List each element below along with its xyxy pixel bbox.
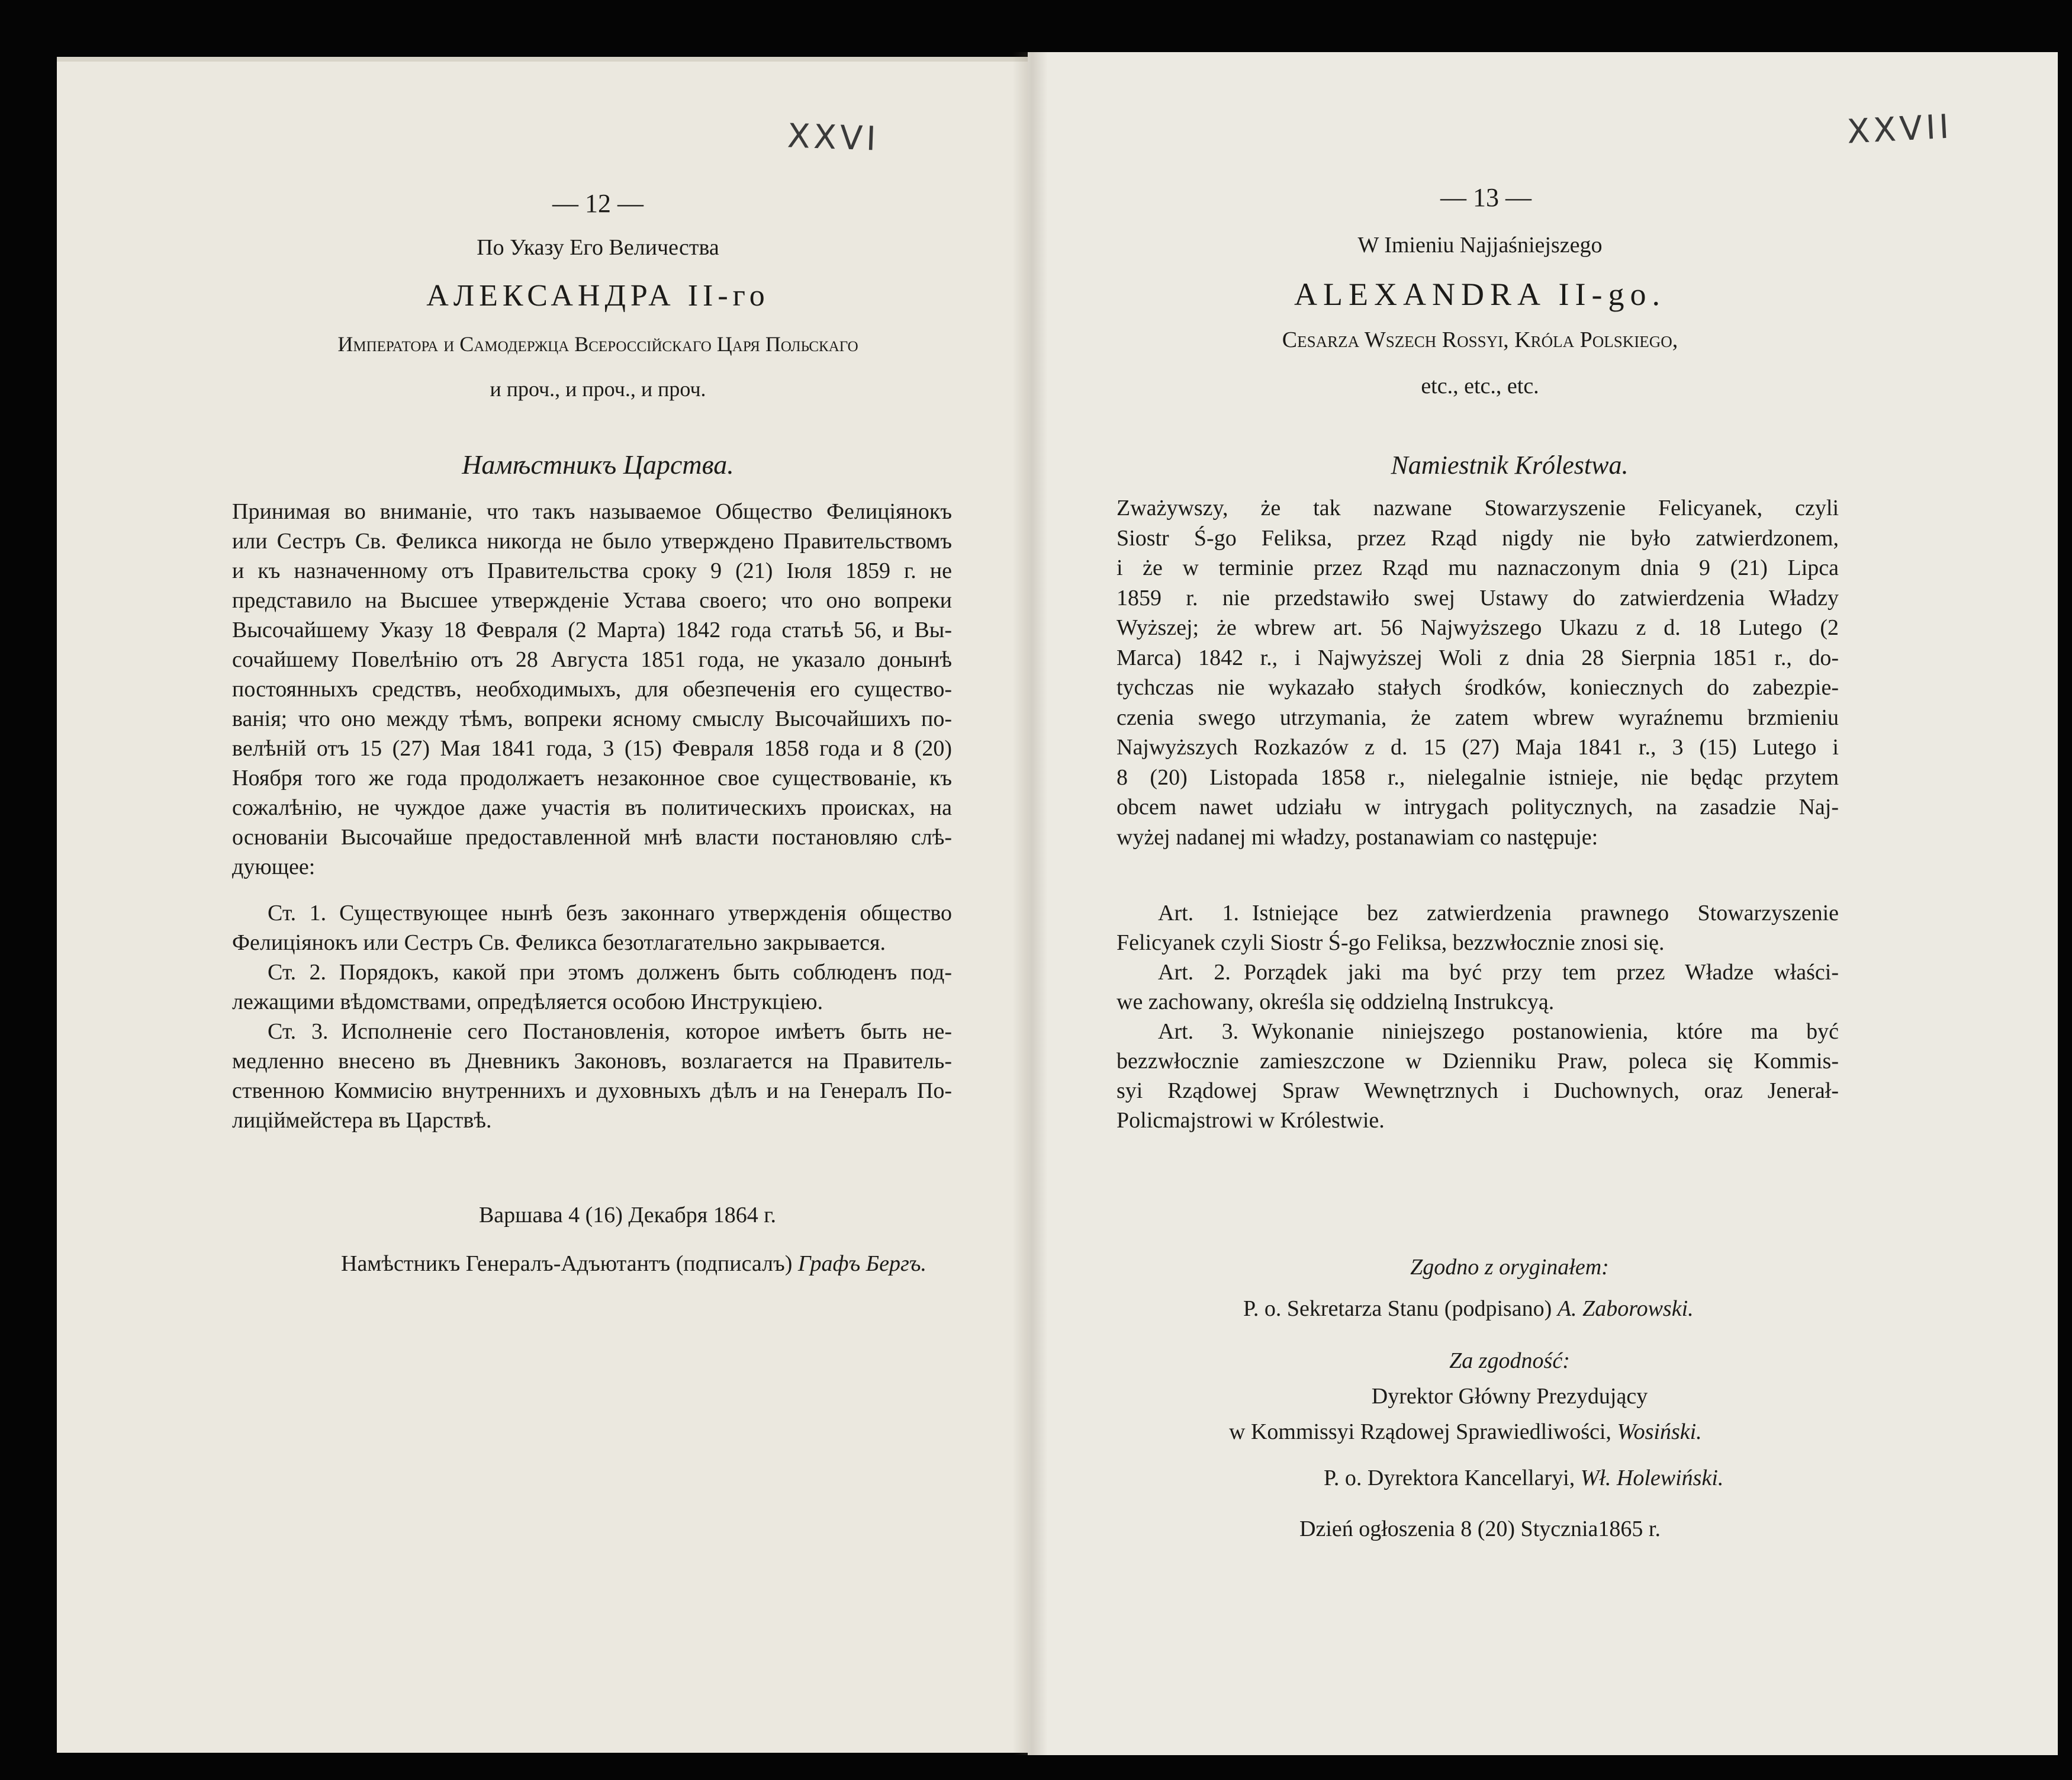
left-article-line: медленно внесено въ Дневникъ Законовъ, возлагается на Правитель-: [232, 1049, 952, 1074]
left-article-label: Ст. 2.: [268, 960, 327, 985]
left-signature-name: Графъ Бергъ.: [797, 1251, 926, 1276]
left-body-line: представило на Высшее утвержденіе Устава своего; что оно вопреки: [232, 588, 952, 613]
left-body-line: сочайшему Повелѣнію отъ 28 Августа 1851 года, не указало донынѣ: [232, 647, 952, 672]
left-body-line: Принимая во вниманіе, что такъ называемое Общество Фелиціянокъ: [232, 499, 952, 524]
left-body-line: постоянныхъ средствъ, необходимыхъ, для обезпеченія его существо-: [232, 677, 952, 702]
left-article-text: Существующее нынѣ безъ законнаго утвержденія общество: [339, 901, 952, 926]
right-secretary-name: A. Zaborowski.: [1557, 1296, 1694, 1321]
right-article-label: Art. 2.: [1158, 960, 1231, 985]
right-body-line: Zważywszy, że tak nazwane Stowarzyszenie Felicyanek, czyli: [1117, 496, 1839, 520]
left-body-line: велѣній отъ 15 (27) Мая 1841 года, 3 (15) Февраля 1858 года и 8 (20): [232, 736, 952, 761]
left-article-text: Исполненіе сего Постановленія, которое имѣетъ быть не-: [341, 1019, 952, 1044]
left-body-line: ванія; что оно между тѣмъ, вопреки ясному смыслу Высочайшихъ по-: [232, 706, 952, 731]
right-header-line-4: etc., etc., etc.: [1421, 374, 1539, 399]
right-director-name: Wosiński.: [1617, 1419, 1702, 1444]
right-director-2: w Kommissyi Rządowej Sprawiedliwości,: [1229, 1419, 1611, 1444]
right-director-2-line: [1229, 1419, 1702, 1445]
right-article-label: Art. 3.: [1158, 1019, 1239, 1044]
right-article-label: Art. 1.: [1158, 901, 1240, 926]
left-article-text: Порядокъ, какой при этомъ долженъ быть соблюденъ под-: [339, 960, 953, 985]
left-article-line: ственною Коммисію внутреннихъ и духовныхъ дѣлъ и на Генералъ По-: [232, 1078, 952, 1103]
right-header-line-3: Cesarza Wszech Rossyi, Króla Polskiego,: [1282, 327, 1678, 352]
right-header-ruler-name: ALEXANDRA II-go.: [1294, 277, 1666, 312]
right-article-text: Wykonanie niniejszego postanowienia, które ma być: [1251, 1019, 1839, 1044]
left-article-line: [268, 1018, 952, 1045]
left-header-line-1: По Указу Его Величества: [477, 235, 719, 260]
left-subtitle: Намѣстникъ Царства.: [462, 449, 734, 480]
right-article-line: Felicyanek czyli Siostr Ś-go Feliksa, bezzwłocznie znosi się.: [1117, 930, 1665, 955]
left-body-line: дующее:: [232, 854, 316, 879]
left-body-line: основаніи Высочайше предоставленной мнѣ власти постановляю слѣ-: [232, 825, 952, 850]
right-chancellery-name: Wł. Holewiński.: [1580, 1466, 1724, 1490]
right-publication-date: Dzień ogłoszenia 8 (20) Stycznia1865 r.: [1299, 1516, 1661, 1541]
left-article-line: [268, 959, 952, 985]
right-body-line: 1859 r. nie przedstawiło swej Ustawy do zatwierdzenia Władzy: [1117, 585, 1839, 611]
left-header-ruler-name: АЛЕКСАНДРА II-го: [426, 279, 770, 313]
left-header-line-3: Императора и Самодержца Всероссійскаго Царя Польскаго: [337, 332, 858, 356]
right-article-text: Porządek jaki ma być przy tem przez Władze właści-: [1243, 960, 1839, 985]
page-top-edge: [57, 57, 1028, 62]
left-header-line-4: и проч., и проч., и проч.: [490, 377, 706, 401]
right-body-line: Marca) 1842 r., i Najwyższej Woli z dnia 28 Sierpnia 1851 r., do-: [1117, 645, 1839, 670]
right-conformity-2: Za zgodność:: [1449, 1348, 1570, 1373]
left-article-label: Ст. 1.: [268, 901, 327, 926]
right-subtitle: Namiestnik Królestwa.: [1391, 451, 1629, 480]
left-body-line: Ноября того же года продолжаетъ незаконное свое существованіе, къ: [232, 766, 952, 791]
book-gutter: [1012, 52, 1048, 1755]
right-article-text: Istniejące bez zatwierdzenia prawnego Stowarzyszenie: [1252, 901, 1839, 926]
left-body-line: сожалѣнію, не чуждое даже участія въ политическихъ происках, на: [232, 795, 952, 820]
left-body-line: Высочайшему Указу 18 Февраля (2 Марта) 1842 года статьѣ 56, и Вы-: [232, 618, 952, 642]
right-body-line: czenia swego utrzymania, że zatem wbrew wyraźnemu brzmieniu: [1117, 705, 1839, 730]
left-article-line: Фелиціянокъ или Сестръ Св. Феликса безотлагательно закрывается.: [232, 930, 886, 955]
left-body-line: или Сестръ Св. Феликса никогда не было утверждено Правительствомъ: [232, 529, 952, 554]
right-body-line: Wyższej; że wbrew art. 56 Najwyższego Ukazu z d. 18 Lutego (2: [1117, 615, 1839, 640]
right-article-line: Policmajstrowi w Królestwie.: [1117, 1108, 1385, 1133]
left-signature-text: Намѣстникъ Генералъ-Адъютантъ (подписалъ): [341, 1251, 793, 1276]
right-chancellery-line: [1324, 1465, 1723, 1491]
right-body-line: 8 (20) Listopada 1858 r., nielegalnie istnieje, nie będąc przytem: [1117, 764, 1839, 790]
left-article-line: лежащими вѣдомствами, опредѣляется особою Инструкціею.: [232, 989, 823, 1014]
left-place-date: Варшава 4 (16) Декабря 1864 г.: [478, 1203, 777, 1228]
right-article-line: syi Rządowej Spraw Wewnętrznych i Duchownych, oraz Jenerał-: [1117, 1078, 1839, 1103]
right-article-line: [1158, 1018, 1839, 1045]
right-body-line: wyżej nadanej mi władzy, postanawiam co następuje:: [1117, 824, 1598, 850]
left-article-line: [268, 900, 952, 926]
right-body-line: obcem nawet udziału w intrygach politycznych, na zasadzie Naj-: [1117, 795, 1839, 820]
right-header-line-1: W Imieniu Najjaśniejszego: [1357, 233, 1603, 258]
right-chancellery: P. o. Dyrektora Kancellaryi,: [1324, 1466, 1575, 1490]
right-secretary-line: [1243, 1296, 1694, 1322]
left-manuscript-number: XXVI: [786, 117, 880, 159]
right-conformity-1: Zgodno z oryginałem:: [1410, 1255, 1609, 1280]
right-body-line: Siostr Ś-go Feliksa, przez Rząd nigdy nie było zatwierdzonem,: [1117, 525, 1839, 551]
left-page-number: — 12 —: [552, 189, 644, 218]
left-body-line: и къ назначенному отъ Правительства сроку 9 (21) Іюля 1859 г. не: [232, 558, 952, 583]
right-page-number: — 13 —: [1440, 183, 1532, 212]
left-article-label: Ст. 3.: [268, 1019, 329, 1044]
right-article-line: [1158, 900, 1839, 926]
right-secretary: P. o. Sekretarza Stanu (podpisano): [1243, 1296, 1552, 1321]
right-body-line: i że w terminie przez Rząd mu naznaczonym dnia 9 (21) Lipca: [1117, 555, 1839, 580]
left-article-line: лиціймейстера въ Царствѣ.: [232, 1108, 492, 1133]
right-director-1: Dyrektor Główny Prezydujący: [1371, 1384, 1648, 1409]
right-article-line: bezzwłocznie zamieszczone w Dzienniku Praw, poleca się Kommis-: [1117, 1049, 1839, 1074]
right-manuscript-number: XXVII: [1846, 107, 1954, 152]
right-body-line: tychczas nie wykazało stałych środków, koniecznych do zabezpie-: [1117, 675, 1839, 700]
right-body-line: Najwyższych Rozkazów z d. 15 (27) Maja 1841 r., 3 (15) Lutego i: [1117, 735, 1839, 760]
left-signature: [341, 1251, 926, 1277]
right-article-line: [1158, 959, 1839, 985]
right-article-line: we zachowany, określa się oddzielną Instrukcyą.: [1117, 989, 1555, 1014]
